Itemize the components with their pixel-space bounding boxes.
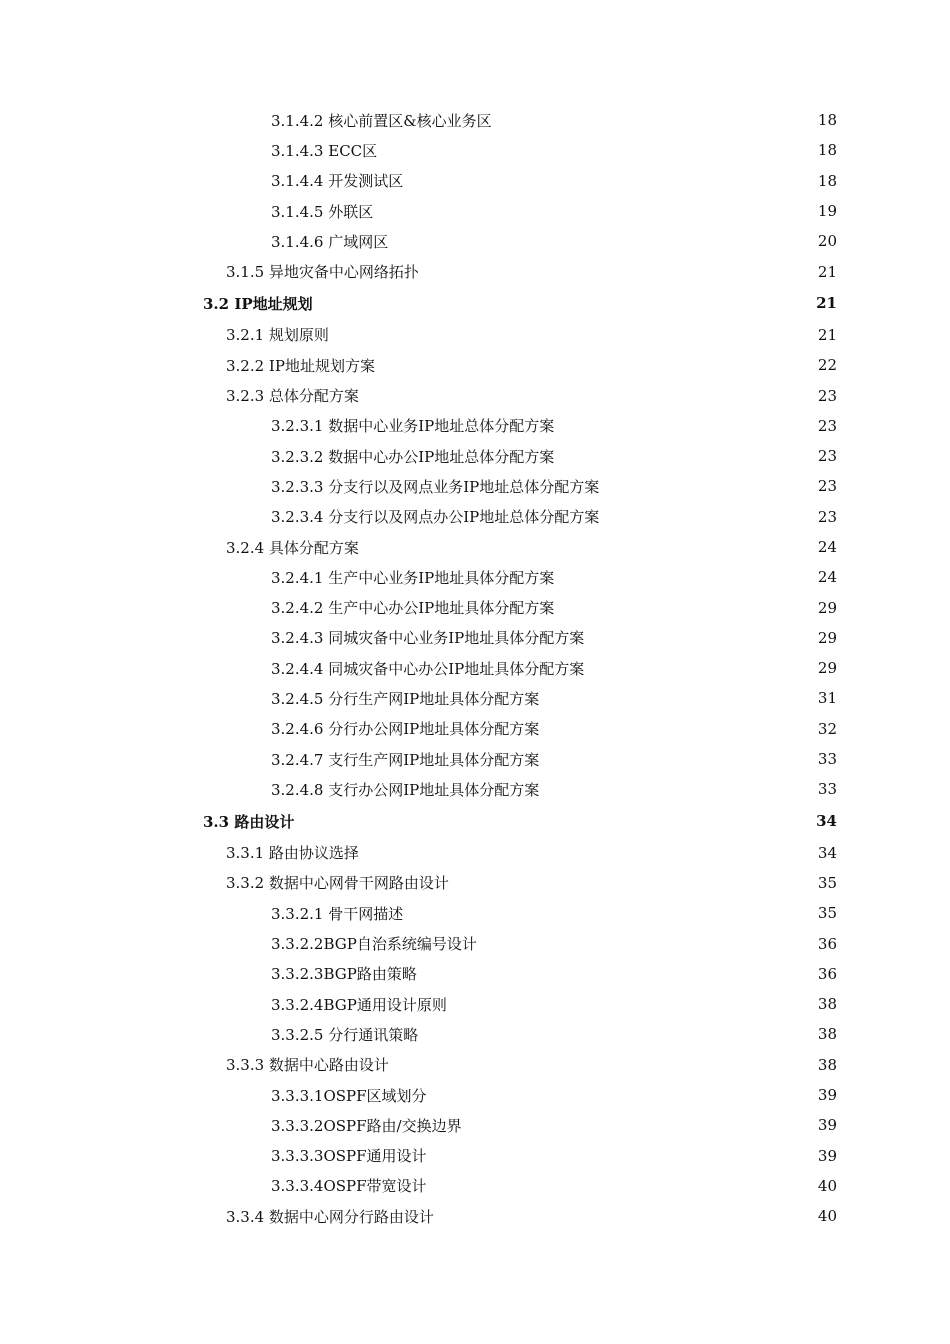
toc-entry[interactable] bbox=[0, 562, 950, 592]
table-of-contents bbox=[0, 105, 950, 1231]
toc-entry[interactable] bbox=[0, 623, 950, 653]
toc-entry-title: 3.3.3.2OSPF路由/交换边界 bbox=[271, 1116, 462, 1135]
toc-entry-title: 3.1.4.2 核心前置区&核心业务区 bbox=[271, 111, 492, 130]
toc-entry[interactable] bbox=[0, 805, 950, 838]
toc-entry-title: 3.2.3 总体分配方案 bbox=[226, 387, 359, 406]
toc-entry-page-number: 23 bbox=[817, 416, 837, 435]
toc-entry-page-number: 39 bbox=[817, 1086, 837, 1105]
toc-entry-page-number: 24 bbox=[817, 568, 837, 587]
toc-entry-page-number: 31 bbox=[817, 689, 837, 708]
toc-entry-title: 3.3.2.1 骨干网描述 bbox=[271, 904, 404, 923]
toc-entry-page-number: 38 bbox=[817, 1055, 837, 1074]
toc-entry-page-number: 18 bbox=[817, 141, 837, 160]
toc-entry[interactable] bbox=[0, 744, 950, 774]
toc-entry[interactable] bbox=[0, 532, 950, 562]
toc-entry-title: 3.2.4.8 支行办公网IP地址具体分配方案 bbox=[271, 780, 540, 799]
toc-entry-page-number: 34 bbox=[817, 843, 837, 862]
toc-entry-title: 3.3.3.4OSPF带宽设计 bbox=[271, 1177, 427, 1196]
toc-entry-page-number: 32 bbox=[817, 719, 837, 738]
toc-entry[interactable] bbox=[0, 1141, 950, 1171]
toc-entry[interactable] bbox=[0, 714, 950, 744]
toc-entry[interactable] bbox=[0, 502, 950, 532]
toc-entry-title: 3.2.4.7 支行生产网IP地址具体分配方案 bbox=[271, 750, 540, 769]
toc-entry-page-number: 38 bbox=[817, 1025, 837, 1044]
toc-entry-title: 3.2.4 具体分配方案 bbox=[226, 538, 359, 557]
toc-entry-page-number: 36 bbox=[817, 964, 837, 983]
toc-entry-title: 3.1.4.5 外联区 bbox=[271, 202, 374, 221]
toc-entry-page-number: 24 bbox=[817, 538, 837, 556]
toc-entry[interactable] bbox=[0, 256, 950, 286]
toc-entry-title: 3.2.4.4 同城灾备中心办公IP地址具体分配方案 bbox=[271, 659, 585, 678]
toc-entry-title: 3.3.2.4BGP通用设计原则 bbox=[271, 995, 447, 1014]
toc-entry[interactable] bbox=[0, 441, 950, 471]
toc-entry-page-number: 29 bbox=[817, 628, 837, 647]
toc-entry-title: 3.2.3.2 数据中心办公IP地址总体分配方案 bbox=[271, 447, 555, 466]
toc-entry-title: 3.3.4 数据中心网分行路由设计 bbox=[226, 1207, 434, 1226]
toc-entry-title: 3.1.4.6 广域网区 bbox=[271, 232, 389, 251]
toc-entry[interactable] bbox=[0, 1201, 950, 1231]
toc-entry[interactable] bbox=[0, 959, 950, 989]
toc-entry-title: 3.3.2.3BGP路由策略 bbox=[271, 965, 417, 984]
toc-entry[interactable] bbox=[0, 196, 950, 226]
toc-entry-page-number: 40 bbox=[817, 1176, 837, 1195]
toc-entry[interactable] bbox=[0, 653, 950, 683]
toc-entry-page-number: 21 bbox=[817, 262, 837, 281]
toc-entry-page-number: 18 bbox=[817, 111, 837, 130]
toc-entry-title: 3.2.3.4 分支行以及网点办公IP地址总体分配方案 bbox=[271, 508, 600, 527]
toc-entry-page-number: 22 bbox=[817, 356, 837, 375]
toc-entry-page-number: 21 bbox=[816, 294, 837, 313]
toc-entry[interactable] bbox=[0, 411, 950, 441]
toc-entry-page-number: 35 bbox=[817, 904, 837, 923]
toc-entry-page-number: 39 bbox=[817, 1116, 837, 1135]
toc-entry-title: 3.2 IP地址规划 bbox=[203, 294, 313, 313]
toc-entry-page-number: 35 bbox=[817, 873, 837, 892]
toc-entry-title: 3.3.3.1OSPF区域划分 bbox=[271, 1086, 427, 1105]
toc-entry-page-number: 34 bbox=[816, 812, 837, 831]
toc-entry-page-number: 39 bbox=[817, 1146, 837, 1165]
toc-entry-page-number: 29 bbox=[817, 598, 837, 617]
toc-entry[interactable] bbox=[0, 868, 950, 898]
toc-entry[interactable] bbox=[0, 1019, 950, 1049]
toc-entry[interactable] bbox=[0, 928, 950, 958]
toc-entry-title: 3.3.3.3OSPF通用设计 bbox=[271, 1147, 427, 1166]
toc-entry[interactable] bbox=[0, 898, 950, 928]
toc-entry-title: 3.2.4.5 分行生产网IP地址具体分配方案 bbox=[271, 689, 540, 708]
toc-entry-page-number: 18 bbox=[817, 171, 837, 190]
toc-entry-title: 3.2.4.1 生产中心业务IP地址具体分配方案 bbox=[271, 568, 555, 587]
toc-entry-page-number: 23 bbox=[817, 477, 837, 496]
toc-entry-title: 3.1.4.4 开发测试区 bbox=[271, 172, 404, 191]
toc-entry[interactable] bbox=[0, 287, 950, 320]
toc-entry-title: 3.3.1 路由协议选择 bbox=[226, 844, 359, 863]
toc-entry-page-number: 23 bbox=[817, 447, 837, 466]
toc-entry[interactable] bbox=[0, 105, 950, 135]
toc-entry-page-number: 38 bbox=[817, 995, 837, 1014]
toc-entry-title: 3.3.2 数据中心网骨干网路由设计 bbox=[226, 874, 449, 893]
toc-entry[interactable] bbox=[0, 380, 950, 410]
toc-entry-title: 3.2.2 IP地址规划方案 bbox=[226, 356, 375, 375]
toc-entry-page-number: 33 bbox=[817, 750, 837, 769]
toc-entry-title: 3.2.4.2 生产中心办公IP地址具体分配方案 bbox=[271, 599, 555, 618]
toc-entry[interactable] bbox=[0, 166, 950, 196]
toc-entry[interactable] bbox=[0, 350, 950, 380]
toc-entry-page-number: 20 bbox=[817, 232, 837, 251]
toc-entry[interactable] bbox=[0, 1110, 950, 1140]
toc-entry-title: 3.3.2.2BGP自治系统编号设计 bbox=[271, 935, 477, 954]
toc-entry[interactable] bbox=[0, 1171, 950, 1201]
toc-entry-title: 3.2.1 规划原则 bbox=[226, 326, 329, 345]
toc-entry-title: 3.2.3.3 分支行以及网点业务IP地址总体分配方案 bbox=[271, 477, 600, 496]
toc-entry-page-number: 36 bbox=[817, 934, 837, 953]
toc-entry[interactable] bbox=[0, 592, 950, 622]
toc-entry-title: 3.3 路由设计 bbox=[203, 812, 295, 831]
toc-entry-page-number: 29 bbox=[817, 659, 837, 678]
toc-entry[interactable] bbox=[0, 135, 950, 165]
toc-entry-page-number: 23 bbox=[817, 386, 837, 405]
toc-entry-title: 3.2.4.6 分行办公网IP地址具体分配方案 bbox=[271, 720, 540, 739]
toc-entry-title: 3.3.3 数据中心路由设计 bbox=[226, 1056, 389, 1075]
toc-entry[interactable] bbox=[0, 683, 950, 713]
toc-entry[interactable] bbox=[0, 1080, 950, 1110]
toc-entry-title: 3.2.4.3 同城灾备中心业务IP地址具体分配方案 bbox=[271, 629, 585, 648]
toc-entry[interactable] bbox=[0, 320, 950, 350]
toc-entry-title: 3.3.2.5 分行通讯策略 bbox=[271, 1025, 419, 1044]
toc-entry[interactable] bbox=[0, 471, 950, 501]
toc-entry-page-number: 19 bbox=[817, 202, 837, 221]
toc-entry[interactable] bbox=[0, 989, 950, 1019]
toc-entry[interactable] bbox=[0, 226, 950, 256]
toc-entry-title: 3.1.5 异地灾备中心网络拓扑 bbox=[226, 263, 419, 282]
toc-entry[interactable] bbox=[0, 1050, 950, 1080]
toc-entry-page-number: 40 bbox=[817, 1207, 837, 1226]
toc-entry[interactable] bbox=[0, 774, 950, 804]
toc-entry-page-number: 21 bbox=[817, 325, 837, 344]
toc-entry-title: 3.2.3.1 数据中心业务IP地址总体分配方案 bbox=[271, 417, 555, 436]
toc-entry-page-number: 23 bbox=[817, 507, 837, 526]
toc-entry-title: 3.1.4.3 ECC区 bbox=[271, 141, 378, 160]
toc-entry[interactable] bbox=[0, 838, 950, 868]
toc-entry-page-number: 33 bbox=[817, 780, 837, 799]
